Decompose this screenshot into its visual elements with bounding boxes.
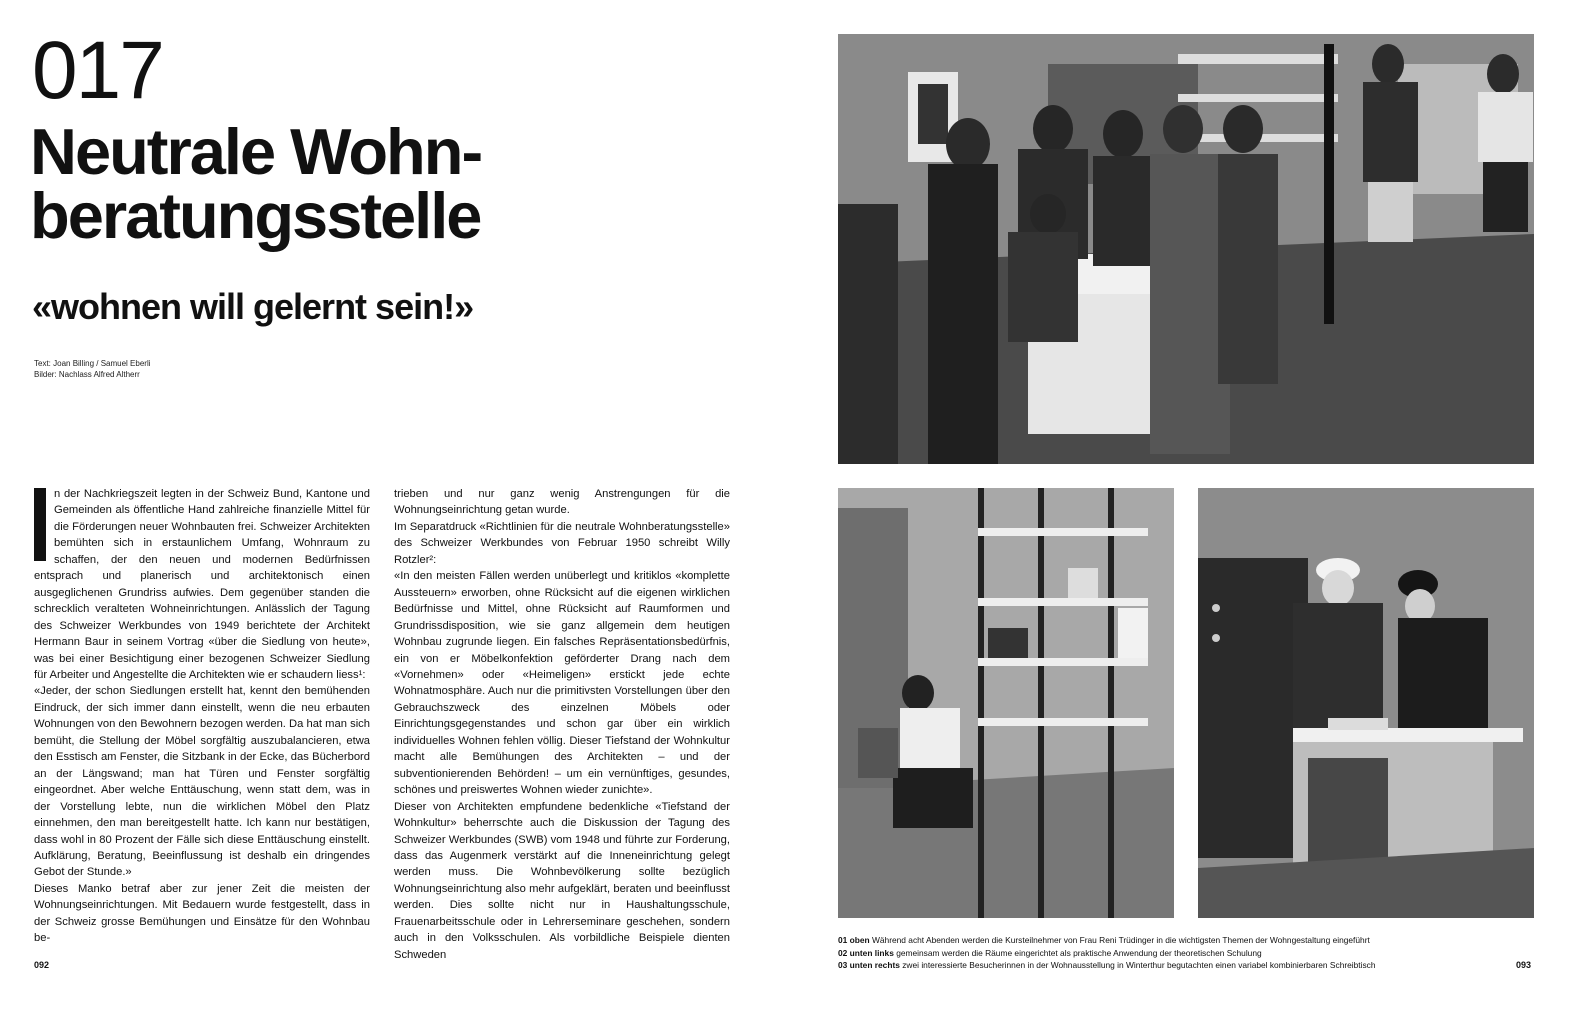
credits [34,358,151,380]
paragraph: «Jeder, der schon Siedlungen erstellt hat, kennt den bemühenden Eindruck, der sich immer dann einstellt, wenn die neu erbauten Wohnungen von den Bewohnern bezogen werden. Da hat man sich bemüht, die Stellung der Möbel sorgfältig auszubalancieren, etwa den Esstisch am Fenster, die Sitzbank in der Ecke, das Bücherbord an der Längswand; man hat Türen und Fenster sorgfältig eingeordnet. Aber welche Enttäuschung, wenn statt dem, was in der Vorstellung lebte, nun die wirklichen Möbel den Platz einnehmen, den man bereitgestellt hatte. Ich kann nur bestätigen, dass wohl in 80 Prozent der Fälle sich diese Enttäuschung einstellt. Aufklärung, Beratung, Beeinflussung ist deshalb ein dringendes Gebot der Stunde.» [34,685,370,879]
photo-03-visitors [1198,488,1534,918]
paragraph: Dieses Manko betraf aber zur jener Zeit die meisten der Wohnungseinrichtungen. Mit Bedauern wurde festgestellt, dass in der Schweiz grosse Bemühungen und Einsätze für den Wohnbau be- [34,882,370,945]
title-line-1: Neutrale Wohn- [30,115,482,188]
caption-02: 02 unten links gemeinsam werden die Räume eingerichtet als praktische Anwendung der theoretischen Schulung [838,947,1262,958]
credit-images: Bilder: Nachlass Alfred Altherr [34,370,140,379]
title-line-2: beratungsstelle [30,179,481,252]
body-column-2 [394,486,730,963]
paragraph: «In den meisten Fällen werden unüberlegt und kritiklos «komplette Aussteuern» erworben, ohne Rücksicht auf die eigenen wirklichen Bedürfnisse und Mittel, ohne Rücksicht auf Raumformen und Grundrissdisposition, wie sie ganz allgemein dem heutigen Wohnbau zugrunde liegen. Ein falsches Repräsentationsbedürfnis, ein von er Möbelkonfektion geförderter Drang nach dem «Vornehmen» oder «Heimeligen» erstickt jede echte Wohnatmosphäre. Auch nur die primitivsten Vorstellungen über den Gebrauchszweck des einzelnen Möbels oder Einrichtungsgegenstandes und schon gar über ein wirklich individuelles Wohnen fehlen völlig. Dieser Tiefstand der Wohnkultur macht alle Bemühungen des Architekten – und der subventionierenden Behörden! – um ein vernünftiges, gesundes, schönes und preiswertes Wohnen wieder zunichte». [394,570,730,797]
body-column-1 [34,486,370,947]
page-number-left: 092 [34,960,50,970]
drop-cap [34,488,46,561]
page-number-right: 093 [1516,960,1532,970]
credit-text: Text: Joan Billing / Samuel Eberli [34,359,151,368]
article-number: 017 [32,25,163,116]
paragraph: trieben und nur ganz wenig Anstrengungen für die Wohnungseinrichtung getan wurde. [394,488,730,517]
photo-captions [838,934,1488,972]
paragraph: Im Separatdruck «Richtlinien für die neutrale Wohnberatungsstelle» des Schweizer Werkbundes von Februar 1950 schreibt Willy Rotzler²: [394,520,730,566]
paragraph: Dieser von Architekten empfundene bedenkliche «Tiefstand der Wohnkultur» beherrschte auch die Diskussion der Tagung des Schweizer Werkbundes (SWB) vom 1948 und führte zur Forderung, dass das Augenmerk verstärkt auf die Inneneinrichtung gelegt werden muss. Die Wohnbevölkerung sollte bezüglich Wohnungseinrichtung also mehr aufgeklärt, beraten und beeinflusst werden. Dies sollte nicht nur in Haushaltungsschule, Frauenarbeitsschule oder in Lehrerseminare geschehen, sondern auch in den Volksschulen. Als vorbildliche Beispiele dienten Schweden [394,800,730,961]
photo-02-room-setup [838,488,1174,918]
caption-03: 03 unten rechts zwei interessierte Besucherinnen in der Wohnausstellung in Winterthur begutachten einen variabel kombinierbaren Schreibtisch [838,960,1376,971]
photo-01-course [838,34,1534,464]
article-title [30,115,690,252]
paragraph: n der Nachkriegszeit legten in der Schweiz Bund, Kantone und Gemeinden als öffentliche Hand zahlreiche finanzielle Mittel für die Förderungen neuer Wohnbauten frei. Schweizer Architekten bemühten sich in erstaunlichem Umfang, Wohnraum zu schaffen, der den neuen und modernen Bedürfnissen entsprach und planerisch und architektonisch einen ausgeglichenen Grundriss aufwies. Dem gegenüber standen die schrecklich veralteten Wohneinrichtungen. Anlässlich der Tagung des Schweizer Werkbundes von 1949 berichtete der Architekt Hermann Baur in seinem Vortrag «über die Siedlung von heute», was bei einer Besichtigung einer bezogenen Schweizer Siedlung für Arbeiter und Angestellte die Architekten wie er schaudern liess¹: [34,488,370,681]
caption-01: 01 oben Während acht Abenden werden die Kursteilnehmer von Frau Reni Trüdinger in die wichtigsten Themen der Wohngestaltung eingeführt [838,935,1370,945]
article-subtitle: «wohnen will gelernt sein!» [32,286,474,327]
